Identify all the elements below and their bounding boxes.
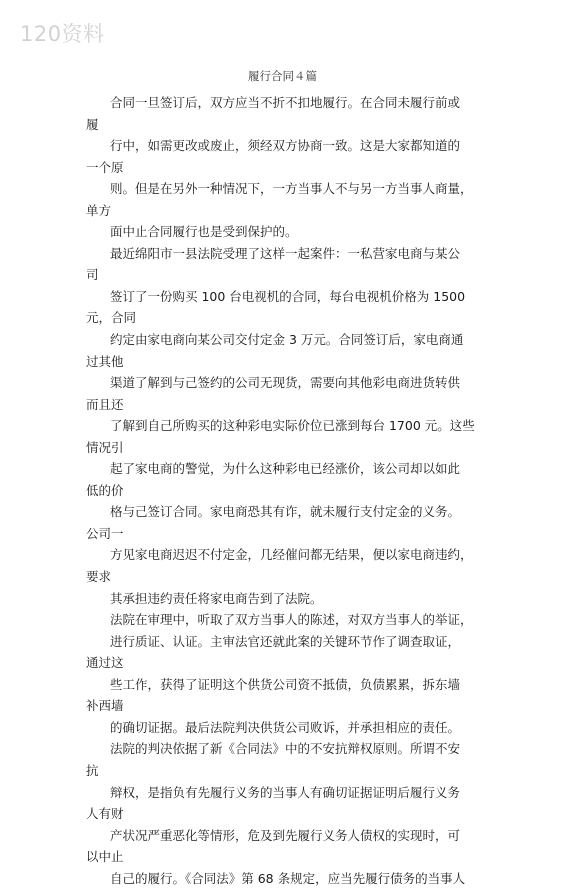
body-line: 要求 [86,569,112,585]
body-line: 进行质证、认证。主审法官还就此案的关键环节作了调查取证， [110,633,461,649]
body-line: 则。但是在另外一种情况下，一方当事人不与另一方当事人商量， [110,181,473,197]
body-line: 些工作，获得了证明这个供货公司资不抵债，负债累累，拆东墙 [110,676,461,692]
document-title: 履行合同４篇 [248,69,317,83]
body-line: 自己的履行。《合同法》第 68 条规定，应当先履行债务的当事人 [110,870,466,886]
body-line: 以中止 [86,849,124,865]
body-line: 的确切证据。最后法院判决供货公司败诉，并承担相应的责任。 [110,719,461,735]
body-line: 了解到自己所购买的这种彩电实际价位已涨到每台 1700 元。这些 [110,418,475,434]
body-line: 低的价 [86,482,124,498]
body-line: 情况引 [86,439,124,455]
body-line: 最近绵阳市一县法院受理了这样一起案件：一私营家电商与某公 [110,245,461,261]
body-line: 单方 [86,202,112,218]
body-line: 法院的判决依据了新《合同法》中的不安抗辩权原则。所谓不安 [110,741,461,757]
body-line: 方见家电商迟迟不付定金，几经催问都无结果，便以家电商违约， [110,547,473,563]
body-line: 抗 [86,762,99,778]
body-line: 人有财 [86,806,124,822]
body-line: 起了家电商的警觉，为什么这种彩电已经涨价，该公司却以如此 [110,461,461,477]
body-line: 其承担违约责任将家电商告到了法院。 [110,590,323,606]
body-line: 而且还 [86,396,124,412]
body-line: 签订了一份购买 100 台电视机的合同，每台电视机价格为 1500 [110,288,466,304]
body-line: 司 [86,267,99,283]
watermark-logo: 120资料 [20,22,105,46]
body-line: 一个原 [86,159,124,175]
body-line: 约定由家电商向某公司交付定金 3 万元。合同签订后，家电商通 [110,332,464,348]
body-line: 渠道了解到与己签约的公司无现货，需要向其他彩电商进货转供 [110,375,461,391]
body-line: 过其他 [86,353,124,369]
body-line: 产状况严重恶化等情形，危及到先履行义务人债权的实现时，可 [110,827,461,843]
body-line: 履 [86,116,99,132]
body-line: 补西墙 [86,698,124,714]
body-line: 格与己签订合同。家电商恐其有诈，就未履行支付定金的义务。 [110,504,461,520]
body-line: 公司一 [86,525,124,541]
document-body [86,93,496,890]
body-line: 法院在审理中，听取了双方当事人的陈述，对双方当事人的举证， [110,612,473,628]
body-line: 面中止合同履行也是受到保护的。 [110,224,298,240]
body-line: 辩权，是指负有先履行义务的当事人有确切证据证明后履行义务 [110,784,461,800]
body-line: 行中，如需更改或废止，须经双方协商一致。这是大家都知道的 [110,138,461,154]
body-line: 元，合同 [86,310,137,326]
body-line: 合同一旦签订后，双方应当不折不扣地履行。在合同未履行前或 [110,95,461,110]
body-line: 通过这 [86,655,124,671]
